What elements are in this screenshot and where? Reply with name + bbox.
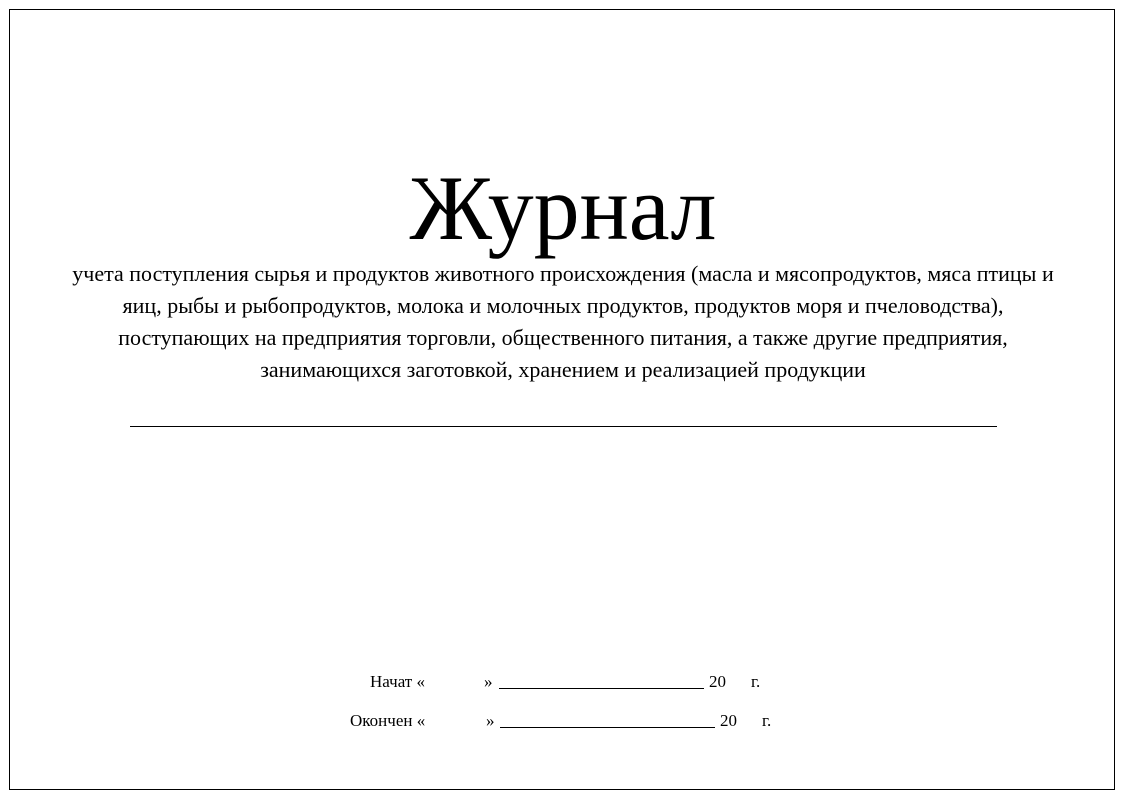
start-date-label: Начат « [370, 672, 425, 691]
end-date-close-quote: » [486, 711, 495, 730]
end-date-month-line [500, 727, 715, 728]
start-date-year-suffix: г. [751, 672, 761, 691]
start-date-month-line [499, 688, 704, 689]
end-date-row [0, 709, 1126, 733]
end-date-year-suffix: г. [762, 711, 772, 730]
end-date-label: Окончен « [350, 711, 426, 730]
end-date-century: 20 [720, 711, 737, 730]
start-date-century: 20 [709, 672, 726, 691]
document-subtitle: учета поступления сырья и продуктов животного происхождения (масла и мясопродуктов, мяса птицы и яиц, рыбы и рыбопродуктов, молока и молочных продуктов, продуктов моря и пчеловодства), поступающих на предприятия торговли, общественного питания, а также другие предприятия, занимающихся заготовкой, хранением и реализацией продукции [72, 261, 1054, 382]
organization-name-line [130, 426, 997, 427]
document-title: Журнал [409, 157, 717, 259]
start-date-row [0, 670, 1126, 694]
start-date-close-quote: » [484, 672, 493, 691]
